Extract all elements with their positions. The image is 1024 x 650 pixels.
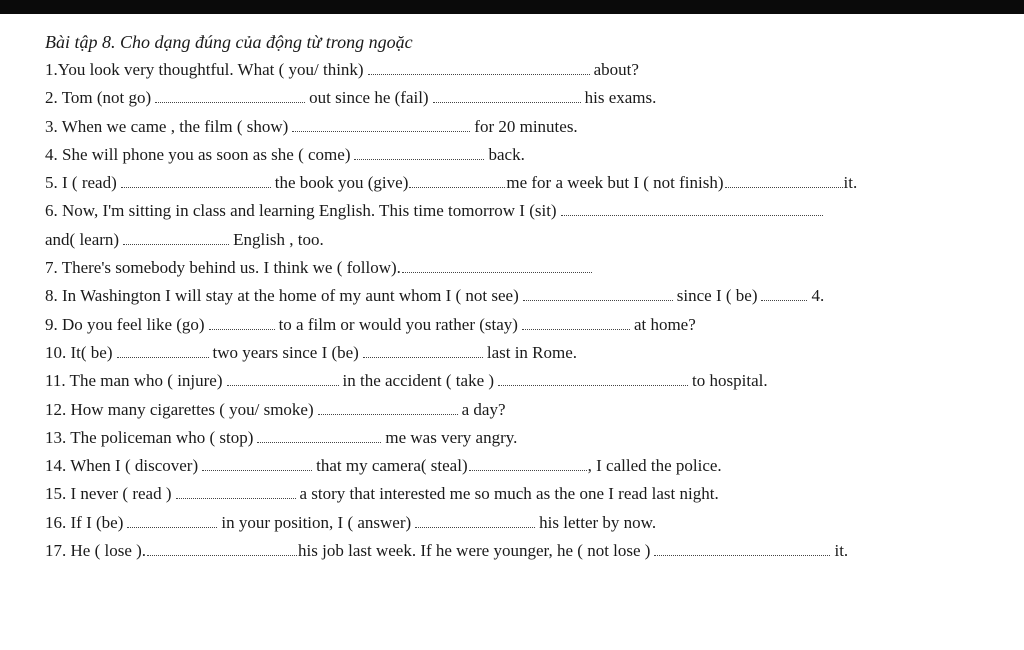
answer-blank[interactable] — [209, 315, 275, 330]
answer-blank[interactable] — [409, 173, 505, 188]
answer-blank[interactable] — [725, 173, 843, 188]
answer-blank[interactable] — [318, 400, 458, 415]
answer-blank[interactable] — [257, 428, 381, 443]
question-12: 12. How many cigarettes ( you/ smoke) a day? — [45, 399, 506, 419]
answer-blank[interactable] — [202, 456, 312, 471]
answer-blank[interactable] — [433, 88, 581, 103]
question-14: 14. When I ( discover) that my camera( steal) , I called the police. — [45, 456, 722, 476]
answer-blank[interactable] — [402, 258, 592, 273]
answer-blank[interactable] — [761, 286, 807, 301]
answer-blank[interactable] — [415, 513, 535, 528]
question-10: 10. It( be) two years since I (be) last in Rome. — [45, 342, 578, 362]
answer-blank[interactable] — [523, 286, 673, 301]
answer-blank[interactable] — [292, 117, 470, 132]
question-8: 8. In Washington I will stay at the home of my aunt whom I ( not see) since I ( be) 4. — [45, 286, 825, 306]
question-6-continued: and( learn) English , too. — [45, 229, 324, 249]
answer-blank[interactable] — [354, 145, 484, 160]
question-16: 16. If I (be) in your position, I ( answer) his letter by now. — [45, 512, 657, 532]
question-4: 4. She will phone you as soon as she ( come) back. — [45, 144, 525, 164]
question-1: 1.You look very thoughtful. What ( you/ think) about? — [45, 60, 639, 79]
answer-blank[interactable] — [498, 371, 688, 386]
answer-blank[interactable] — [155, 88, 305, 103]
answer-blank[interactable] — [121, 173, 271, 188]
question-13: 13. The policeman who ( stop) me was very angry. — [45, 427, 518, 447]
question-7: 7. There's somebody behind us. I think we ( follow). — [45, 254, 1005, 282]
answer-blank[interactable] — [469, 456, 587, 471]
answer-blank[interactable] — [227, 371, 339, 386]
answer-blank[interactable] — [654, 541, 830, 556]
answer-blank[interactable] — [117, 343, 209, 358]
answer-blank[interactable] — [522, 315, 630, 330]
question-17: 17. He ( lose ). his job last week. If he were younger, he ( not lose ) it. — [45, 541, 849, 561]
top-dark-band — [0, 0, 1024, 14]
question-5: 5. I ( read) the book you (give) me for a week but I ( not finish) it. — [45, 173, 858, 193]
answer-blank[interactable] — [176, 484, 296, 499]
answer-blank[interactable] — [363, 343, 483, 358]
question-9: 9. Do you feel like (go) to a film or would you rather (stay) at home? — [45, 314, 696, 334]
question-15: 15. I never ( read ) a story that interested me so much as the one I read last night. — [45, 484, 719, 504]
answer-blank[interactable] — [123, 230, 229, 245]
exercise-sheet — [45, 28, 1005, 565]
answer-blank[interactable] — [368, 60, 590, 75]
answer-blank[interactable] — [561, 201, 823, 216]
question-2: 2. Tom (not go) out since he (fail) his exams. — [45, 88, 657, 108]
exercise-title: Bài tập 8. Cho dạng đúng của động từ trong ngoặc — [45, 32, 413, 52]
question-11: 11. The man who ( injure) in the accident ( take ) to hospital. — [45, 371, 768, 391]
question-6: 6. Now, I'm sitting in class and learning English. This time tomorrow I (sit) — [45, 197, 1005, 225]
question-3: 3. When we came , the film ( show) for 20 minutes. — [45, 116, 578, 136]
answer-blank[interactable] — [147, 541, 297, 556]
answer-blank[interactable] — [127, 513, 217, 528]
